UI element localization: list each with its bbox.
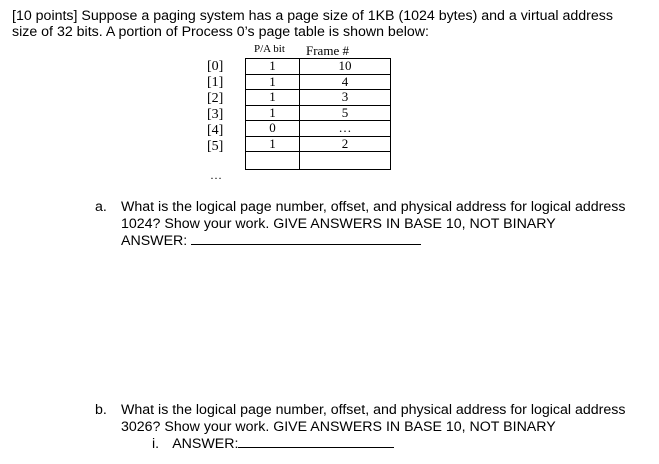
page-index: [0]: [207, 59, 224, 74]
answer-label: ANSWER:: [172, 436, 239, 452]
question-a-line-1: What is the logical page number, offset, and physical address for logical address: [121, 199, 626, 215]
table-row: [246, 59, 391, 75]
frame-cell: 4: [300, 74, 391, 90]
pa-bit-header: P/A bit: [254, 43, 285, 55]
frame-cell: 3: [300, 90, 391, 106]
table-row: [246, 74, 391, 90]
table-row: [246, 152, 391, 170]
frame-cell: 10: [300, 59, 391, 75]
question-a-marker: a.: [95, 199, 107, 215]
page-index: [1]: [207, 75, 224, 90]
question-b-sub-answer: [152, 435, 394, 452]
question-b-line-1: What is the logical page number, offset, and physical address for logical address: [121, 402, 626, 418]
problem-intro: [12, 8, 652, 40]
question-a-answer-row: [121, 232, 625, 250]
answer-label: ANSWER:: [121, 233, 188, 249]
page-index: [3]: [207, 107, 224, 122]
page-table: [245, 58, 391, 170]
frame-cell: [300, 152, 391, 170]
frame-cell: …: [300, 121, 391, 137]
answer-blank[interactable]: [191, 232, 421, 245]
intro-line-1: [10 points] Suppose a paging system has a page size of 1KB (1024 bytes) and a virtual address: [12, 8, 613, 24]
frame-cell: 2: [300, 136, 391, 152]
table-row: [246, 121, 391, 137]
page-index-ellipsis: …: [210, 168, 223, 182]
frame-number-header: Frame #: [306, 43, 349, 58]
pa-bit-cell: 0: [246, 121, 300, 137]
question-a-line-2: 1024? Show your work. GIVE ANSWERS IN BASE 10, NOT BINARY: [121, 215, 556, 232]
question-b-marker: b.: [95, 402, 107, 418]
table-row: [246, 105, 391, 121]
frame-cell: 5: [300, 105, 391, 121]
table-row: [246, 136, 391, 152]
pa-bit-cell: 1: [246, 105, 300, 121]
sub-item-marker: i.: [152, 436, 160, 452]
pa-bit-cell: 1: [246, 90, 300, 106]
page-index: [4]: [207, 123, 224, 138]
question-b-line-2: 3026? Show your work. GIVE ANSWERS IN BASE 10, NOT BINARY: [121, 418, 556, 435]
page-index: [5]: [207, 139, 224, 154]
pa-bit-cell: 1: [246, 136, 300, 152]
intro-line-2: size of 32 bits. A portion of Process 0’s page table is shown below:: [12, 24, 429, 40]
page-index-column: [207, 59, 237, 155]
pa-bit-cell: 1: [246, 59, 300, 75]
table-row: [246, 90, 391, 106]
page-index: [2]: [207, 91, 224, 106]
answer-blank[interactable]: [238, 435, 394, 448]
pa-bit-cell: [246, 152, 300, 170]
pa-bit-cell: 1: [246, 74, 300, 90]
